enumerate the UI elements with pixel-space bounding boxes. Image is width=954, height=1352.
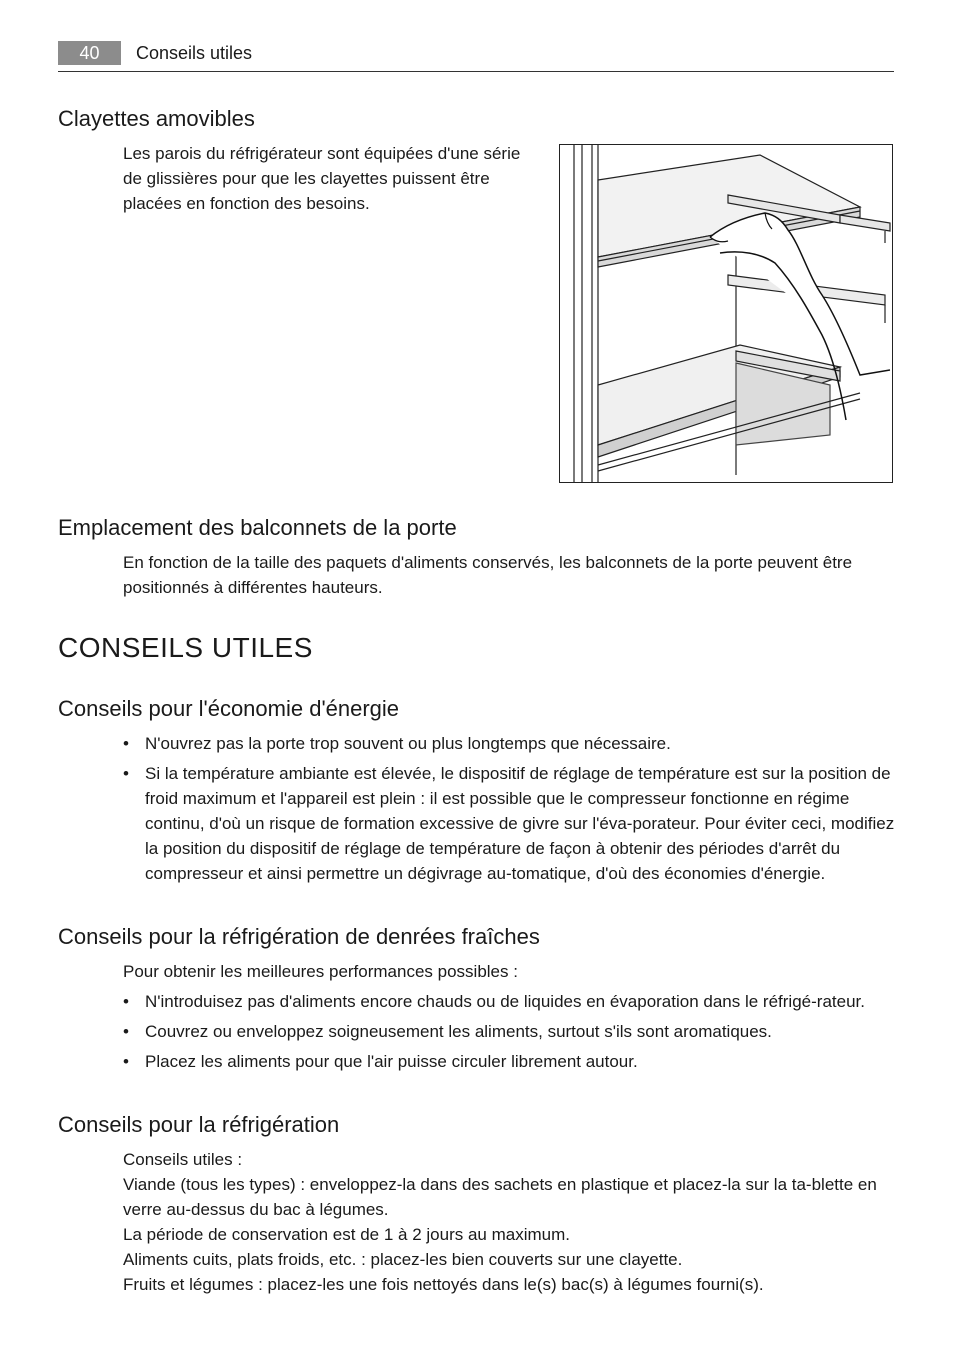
text-line: Aliments cuits, plats froids, etc. : placez-les bien couverts sur une clayette. <box>123 1250 683 1269</box>
text-line: La période de conservation est de 1 à 2 jours au maximum. <box>123 1225 570 1244</box>
main-heading: CONSEILS UTILES <box>58 632 313 663</box>
heading-fraiches: Conseils pour la réfrigération de denrées fraîches <box>58 924 540 949</box>
list-item: • N'ouvrez pas la porte trop souvent ou plus longtemps que nécessaire. <box>123 731 895 756</box>
paragraph-balconnets: En fonction de la taille des paquets d'aliments conservés, les balconnets de la porte peuvent être positionnés à différentes hauteurs. <box>123 553 853 597</box>
list-item: • Couvrez ou enveloppez soigneusement les aliments, surtout s'ils sont aromatiques. <box>123 1019 895 1044</box>
removable-shelf-drawing <box>560 145 892 482</box>
list-item: • N'introduisez pas d'aliments encore chauds ou de liquides en évaporation dans le réfrigé-rateur. <box>123 989 895 1014</box>
page-number: 40 <box>58 41 121 65</box>
list-item: • Placez les aliments pour que l'air puisse circuler librement autour. <box>123 1049 895 1074</box>
text-line: Conseils utiles : <box>123 1150 243 1169</box>
shelf-illustration <box>559 144 893 483</box>
paragraph-clayettes: Les parois du réfrigérateur sont équipées d'une série de glissières pour que les clayettes puissent être placées en fonction des besoins. <box>123 144 521 213</box>
text-line: Fruits et légumes : placez-les une fois nettoyés dans le(s) bac(s) à légumes fourni(s). <box>123 1275 764 1294</box>
heading-balconnets: Emplacement des balconnets de la porte <box>58 515 457 540</box>
heading-refrigeration: Conseils pour la réfrigération <box>58 1112 340 1137</box>
paragraph-fraiches-intro: Pour obtenir les meilleures performances possibles : <box>123 962 518 981</box>
list-item: • Si la température ambiante est élevée, le dispositif de réglage de température est sur la position de froid maximum et l'appareil est plein : il est possible que le compresseur fonctionne en régime continu, d'où un risque de formation excessive de givre sur l'éva-porateur. Pour éviter ceci, modifiez la position du dispositif de réglage de température de façon à obtenir des périodes d'arrêt du compresseur et ainsi permettre un dégivrage au-tomatique, d'où des économies d'énergie. <box>123 761 895 886</box>
heading-clayettes: Clayettes amovibles <box>58 106 255 131</box>
list-fraiches <box>123 989 895 1079</box>
page-header <box>58 40 894 72</box>
refrigeration-text <box>123 1147 888 1297</box>
text-line: Viande (tous les types) : enveloppez-la dans des sachets en plastique et placez-la sur la ta-blette en verre au-dessus du bac à légumes. <box>123 1175 877 1219</box>
heading-energie: Conseils pour l'économie d'énergie <box>58 696 400 721</box>
list-energie <box>123 731 895 891</box>
running-title: Conseils utiles <box>136 43 253 63</box>
